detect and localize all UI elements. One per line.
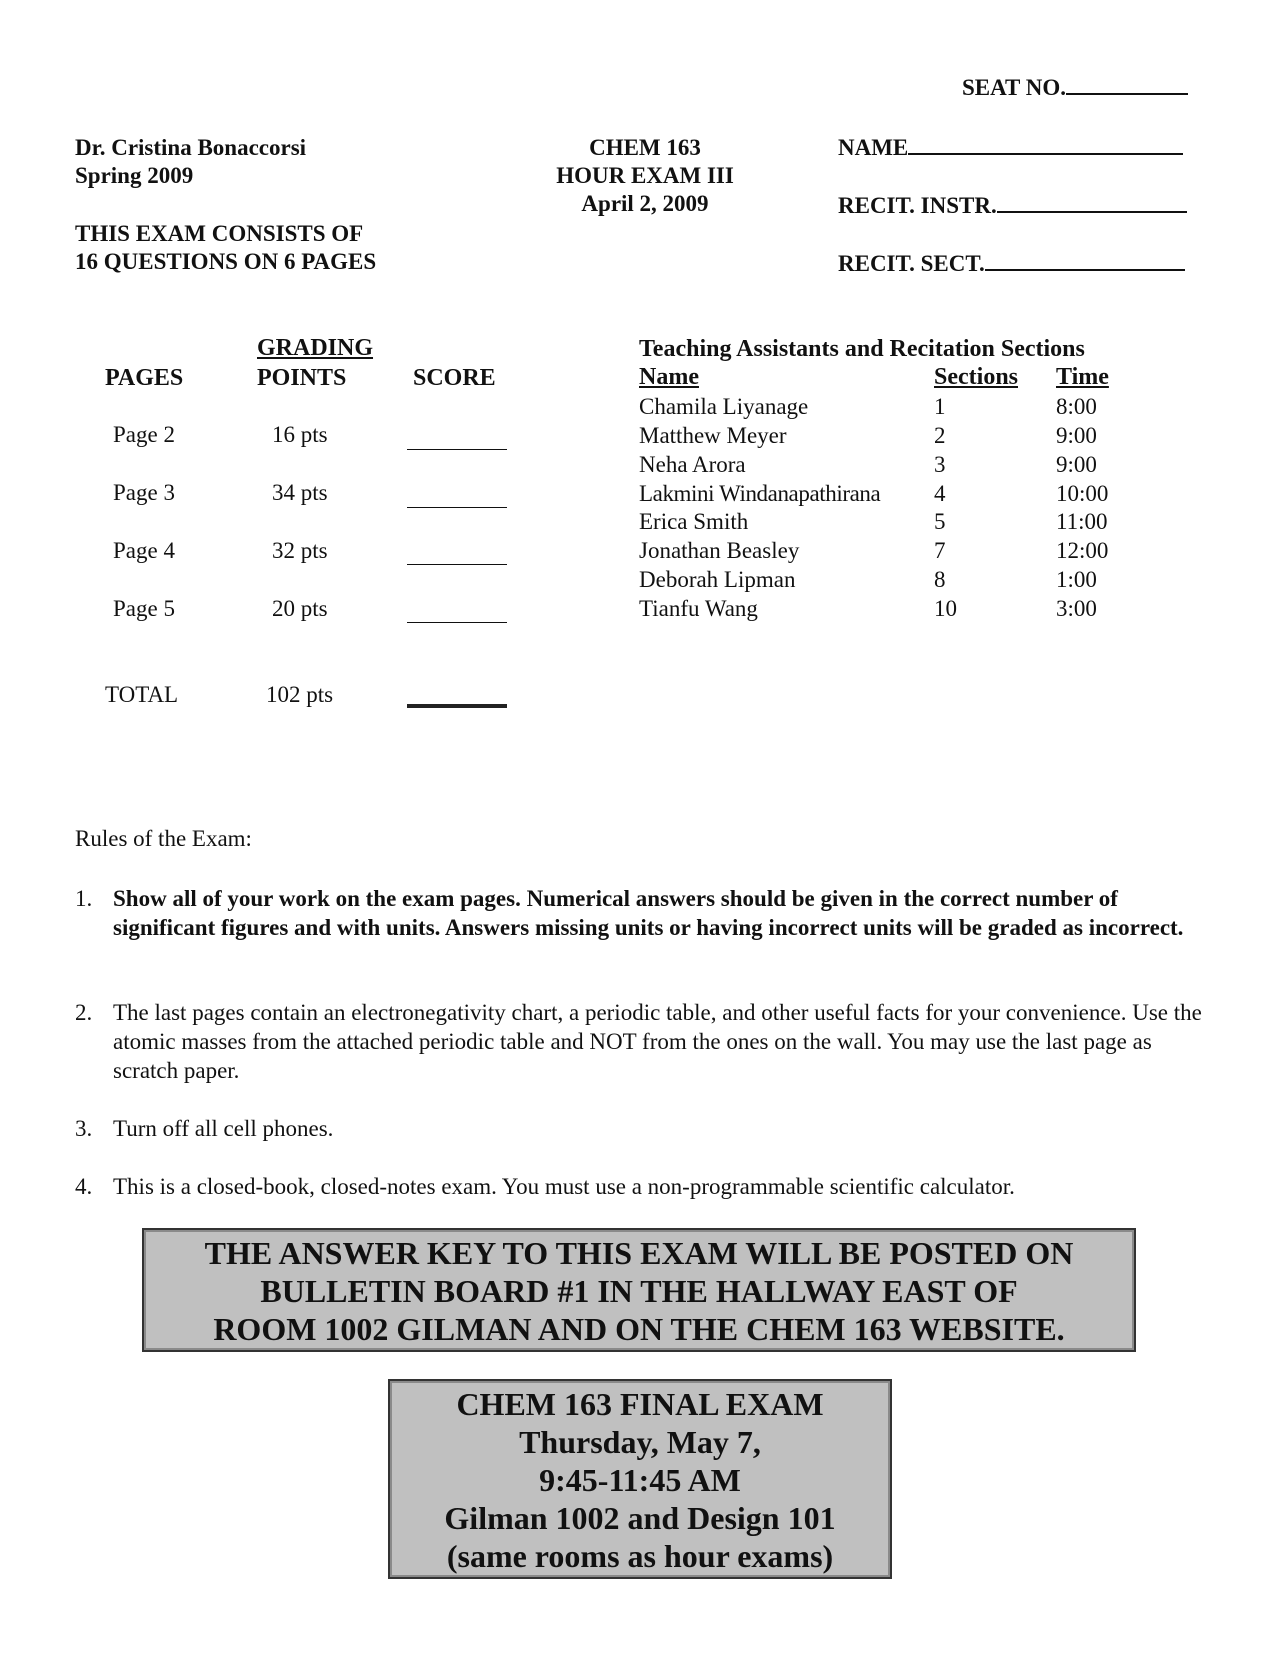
ta-name-header: Name	[639, 364, 699, 390]
score-blank-page5[interactable]	[407, 622, 507, 623]
ta-row-name: Chamila Liyanage	[639, 394, 809, 419]
grading-row-page: Page 2	[113, 422, 175, 447]
seat-number-blank[interactable]	[1066, 93, 1188, 95]
ta-row-name: Erica Smith	[639, 509, 749, 534]
ta-row-section: 7	[934, 538, 946, 563]
exam-title: HOUR EXAM III	[556, 163, 734, 188]
answer-key-notice	[142, 1228, 1136, 1352]
instructor-name: Dr. Cristina Bonaccorsi	[75, 135, 307, 160]
recit-instr-label: RECIT. INSTR.	[838, 193, 997, 218]
ta-row-time: 8:00	[1056, 394, 1097, 419]
ta-row-time: 3:00	[1056, 596, 1097, 621]
notice-line: THE ANSWER KEY TO THIS EXAM WILL BE POSTED ON	[204, 1235, 1074, 1271]
final-exam-date: Thursday, May 7,	[519, 1424, 761, 1460]
ta-row-name: Neha Arora	[639, 452, 746, 477]
ta-table-title: Teaching Assistants and Recitation Sections	[639, 336, 1085, 362]
ta-row-section: 5	[934, 509, 946, 534]
seat-number-label: SEAT NO.	[962, 75, 1066, 100]
rule-text: The last pages contain an electronegativity chart, a periodic table, and other useful facts for your convenience. Use the atomic masses from the attached periodic table and NOT from the ones on the wall. You may use the last page as scratch paper.	[113, 1000, 1202, 1083]
rule-text: Show all of your work on the exam pages. Numerical answers should be given in the correct number of significant figures and with units. Answers missing units or having incorrect units will be graded as incorrect.	[113, 886, 1184, 940]
name-label: NAME	[838, 135, 909, 160]
score-blank-page3[interactable]	[407, 507, 507, 508]
recit-instr-field[interactable]	[838, 192, 1187, 220]
grading-row-points: 32 pts	[272, 538, 328, 563]
ta-row-name: Matthew Meyer	[639, 423, 787, 448]
final-exam-note: (same rooms as hour exams)	[446, 1538, 834, 1574]
ta-row-time: 12:00	[1056, 538, 1109, 563]
ta-row-time: 11:00	[1056, 509, 1108, 534]
ta-row-section: 1	[934, 394, 946, 419]
ta-row-section: 10	[934, 596, 957, 621]
recit-instr-blank[interactable]	[997, 211, 1187, 213]
ta-row-name: Deborah Lipman	[639, 567, 796, 592]
recit-sect-label: RECIT. SECT.	[838, 251, 985, 276]
total-label: TOTAL	[105, 682, 179, 707]
grading-row-points: 34 pts	[272, 480, 328, 505]
ta-row-section: 4	[934, 481, 946, 506]
name-field[interactable]	[838, 134, 1183, 162]
grading-header: GRADING	[257, 335, 374, 361]
total-points: 102 pts	[266, 682, 334, 707]
notice-line: ROOM 1002 GILMAN AND ON THE CHEM 163 WEBSITE.	[213, 1311, 1065, 1347]
score-header: SCORE	[413, 365, 496, 391]
ta-row-section: 8	[934, 567, 946, 592]
rule-number: 3.	[75, 1116, 93, 1141]
rule-item	[75, 884, 1205, 942]
final-exam-location: Gilman 1002 and Design 101	[444, 1500, 836, 1536]
pages-header: PAGES	[105, 365, 184, 391]
ta-row-name: Jonathan Beasley	[639, 538, 800, 563]
grading-row-page: Page 4	[113, 538, 175, 563]
exam-info-line2: 16 QUESTIONS ON 6 PAGES	[75, 249, 377, 274]
rule-number: 4.	[75, 1174, 93, 1199]
final-exam-notice	[388, 1379, 892, 1579]
ta-row-name: Tianfu Wang	[639, 596, 758, 621]
exam-info-line1: THIS EXAM CONSISTS OF	[75, 221, 364, 246]
rule-number: 2.	[75, 1000, 93, 1025]
rule-text: Turn off all cell phones.	[113, 1116, 334, 1141]
ta-row-time: 1:00	[1056, 567, 1097, 592]
ta-row-time: 9:00	[1056, 423, 1097, 448]
exam-date: April 2, 2009	[581, 191, 709, 216]
rule-text: This is a closed-book, closed-notes exam. You must use a non-programmable scientific calculator.	[113, 1174, 1015, 1199]
rule-item	[75, 1114, 1205, 1143]
grading-row-page: Page 5	[113, 596, 175, 621]
score-blank-page4[interactable]	[407, 564, 507, 565]
notice-line: BULLETIN BOARD #1 IN THE HALLWAY EAST OF	[260, 1273, 1018, 1309]
ta-time-header: Time	[1056, 364, 1109, 390]
final-exam-time: 9:45-11:45 AM	[539, 1462, 741, 1498]
recit-sect-field[interactable]	[838, 250, 1185, 278]
grading-row-page: Page 3	[113, 480, 175, 505]
score-blank-page2[interactable]	[407, 449, 507, 450]
ta-row-time: 10:00	[1056, 481, 1109, 506]
score-blank-total[interactable]	[407, 704, 507, 708]
name-blank[interactable]	[908, 153, 1183, 155]
term: Spring 2009	[75, 163, 194, 188]
rule-number: 1.	[75, 886, 93, 911]
ta-sections-header: Sections	[934, 364, 1018, 390]
course-code: CHEM 163	[589, 135, 701, 160]
seat-number-field[interactable]	[962, 74, 1188, 102]
ta-row-time: 9:00	[1056, 452, 1097, 477]
grading-row-points: 16 pts	[272, 422, 328, 447]
grading-row-points: 20 pts	[272, 596, 328, 621]
ta-row-name: Lakmini Windanapathirana	[639, 481, 881, 506]
ta-row-section: 2	[934, 423, 946, 448]
rule-item	[75, 998, 1205, 1085]
final-exam-title: CHEM 163 FINAL EXAM	[456, 1386, 824, 1422]
rule-item	[75, 1172, 1205, 1201]
ta-row-section: 3	[934, 452, 946, 477]
rules-heading: Rules of the Exam:	[75, 826, 252, 851]
recit-sect-blank[interactable]	[985, 269, 1185, 271]
points-header: POINTS	[257, 365, 347, 391]
